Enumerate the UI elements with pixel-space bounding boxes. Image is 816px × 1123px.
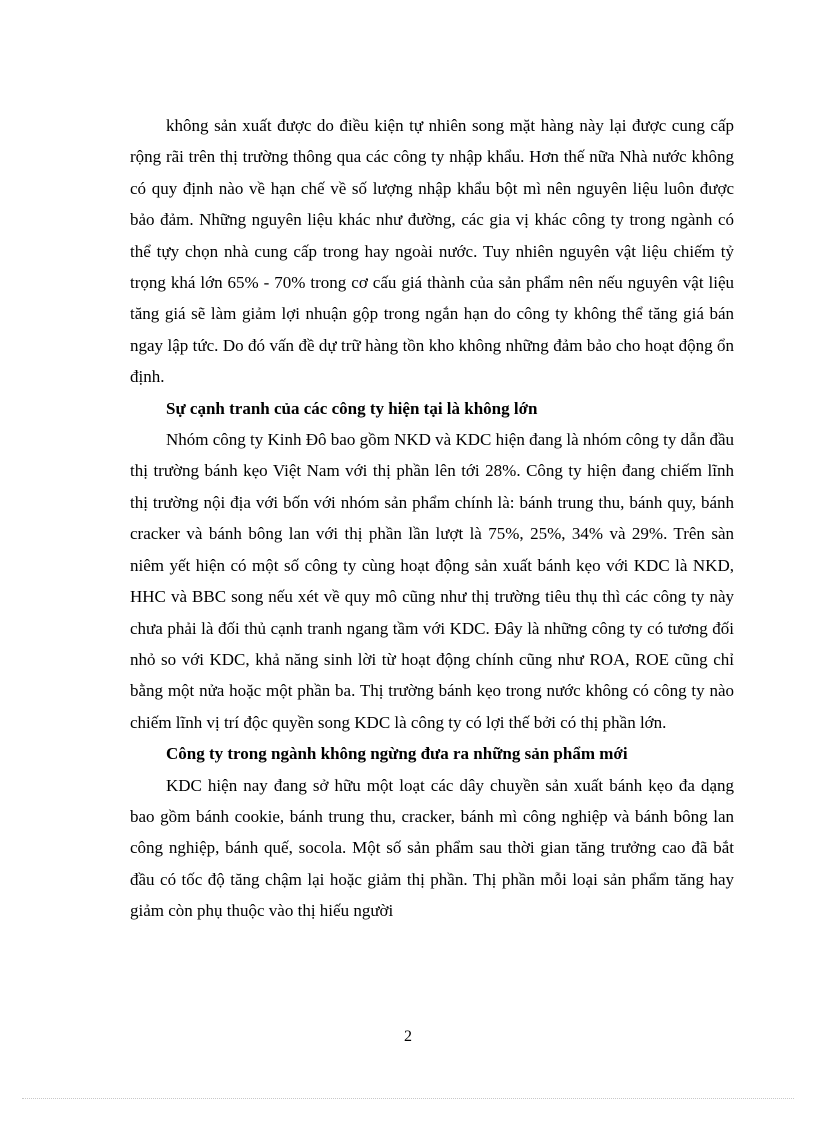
page-number: 2 <box>404 1028 412 1045</box>
document-body <box>130 110 734 927</box>
heading-new-products: Công ty trong ngành không ngừng đưa ra những sản phẩm mới <box>166 744 628 764</box>
paragraph-raw-materials: không sản xuất được do điều kiện tự nhiên song mặt hàng này lại được cung cấp rộng rãi trên thị trường thông qua các công ty nhập khẩu. Hơn thế nữa Nhà nước không có quy định nào về hạn chế về số lượng nhập khẩu bột mì nên nguyên liệu luôn được bảo đảm. Những nguyên liệu khác như đường, các gia vị khác công ty trong ngành có thể tựy chọn nhà cung cấp trong hay ngoài nước. Tuy nhiên nguyên vật liệu chiếm tỷ trọng khá lớn 65% - 70% trong cơ cấu giá thành của sản phẩm nên nếu nguyên vật liệu tăng giá sẽ làm giảm lợi nhuận gộp trong ngắn hạn do công ty không thể tăng giá bán ngay lập tức. Do đó vấn đề dự trữ hàng tồn kho không những đảm bảo cho hoạt động ổn định. <box>130 116 734 387</box>
paragraph-new-products: KDC hiện nay đang sở hữu một loạt các dây chuyền sản xuất bánh kẹo đa dạng bao gồm bánh cookie, bánh trung thu, cracker, bánh mì công nghiệp và bánh bông lan công nghiệp, bánh quế, socola. Một số sản phẩm sau thời gian tăng trưởng cao đã bắt đầu có tốc độ tăng chậm lại hoặc giảm thị phần. Thị phần mỗi loại sản phẩm tăng hay giảm còn phụ thuộc vào thị hiếu người <box>130 775 734 921</box>
paragraph-competition: Nhóm công ty Kinh Đô bao gồm NKD và KDC hiện đang là nhóm công ty dẫn đầu thị trường bánh kẹo Việt Nam với thị phần lên tới 28%. Công ty hiện đang chiếm lĩnh thị trường nội địa với bốn với nhóm sản phẩm chính là: bánh trung thu, bánh quy, bánh cracker và bánh bông lan với thị phần lần lượt là 75%, 25%, 34% và 29%. Trên sàn niêm yết hiện có một số công ty cùng hoạt động sản xuất bánh kẹo với KDC là NKD, HHC và BBC song nếu xét về quy mô cũng như thị trường tiêu thụ thì các công ty này chưa phải là đối thủ cạnh tranh ngang tầm với KDC. Đây là những công ty có tương đối nhỏ so với KDC, khả năng sinh lời từ hoạt động chính cũng như ROA, ROE cũng chỉ bằng một nửa hoặc một phần ba. Thị trường bánh kẹo trong nước không có công ty nào chiếm lĩnh vị trí độc quyền song KDC là công ty có lợi thế bởi có thị phần lớn. <box>130 430 734 732</box>
heading-competition: Sự cạnh tranh của các công ty hiện tại là không lớn <box>166 398 538 418</box>
page-footer-divider <box>22 1098 794 1099</box>
